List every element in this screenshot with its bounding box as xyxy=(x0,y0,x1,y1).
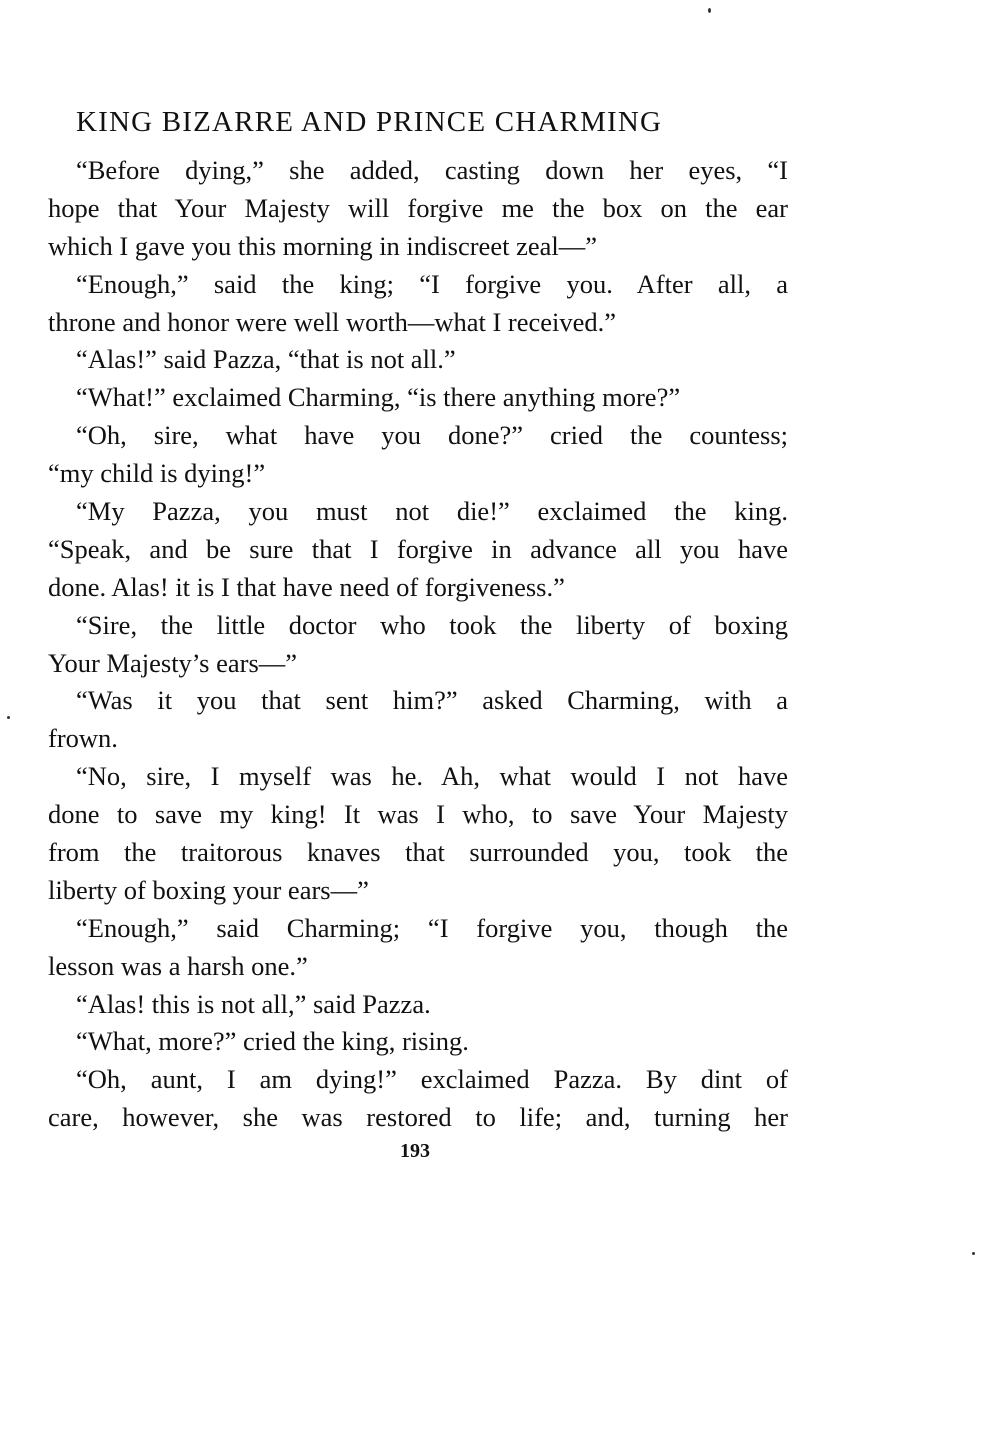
scan-speck xyxy=(708,8,711,13)
text-line: “What!” exclaimed Charming, “is there anything more?” xyxy=(76,382,681,413)
text-line: care, however, she was restored to life; and, turning her xyxy=(48,1102,788,1133)
text-line: which I gave you this morning in indiscreet zeal—” xyxy=(48,230,597,261)
text-line: done to save my king! It was I who, to save Your Majesty xyxy=(48,799,788,830)
text-line: “my child is dying!” xyxy=(48,458,266,489)
text-line: lesson was a harsh one.” xyxy=(48,950,308,981)
text-line: liberty of boxing your ears—” xyxy=(48,874,369,905)
text-line: “Alas!” said Pazza, “that is not all.” xyxy=(76,344,456,375)
text-line: hope that Your Majesty will forgive me the box on the ear xyxy=(48,192,788,223)
text-line: “Oh, aunt, I am dying!” exclaimed Pazza. By dint of xyxy=(76,1064,788,1095)
scan-speck xyxy=(7,716,10,719)
text-line: “Before dying,” she added, casting down her eyes, “I xyxy=(76,155,788,185)
text-line: “My Pazza, you must not die!” exclaimed the king. xyxy=(76,496,788,527)
scan-speck xyxy=(972,1252,975,1255)
text-line: “Sire, the little doctor who took the liberty of boxing xyxy=(76,609,788,640)
body-text xyxy=(48,152,788,1137)
text-line: “Was it you that sent him?” asked Charming, with a xyxy=(76,685,788,716)
text-line: “Enough,” said the king; “I forgive you. After all, a xyxy=(76,268,788,299)
running-title: KING BIZARRE AND PRINCE CHARMING xyxy=(76,106,663,138)
text-line: “Enough,” said Charming; “I forgive you, though the xyxy=(76,912,788,943)
text-line: from the traitorous knaves that surrounded you, took the xyxy=(48,837,788,868)
text-line: “Speak, and be sure that I forgive in advance all you have xyxy=(48,533,788,564)
page-number: 193 xyxy=(400,1140,430,1162)
text-line: throne and honor were well worth—what I received.” xyxy=(48,306,617,337)
text-line: “No, sire, I myself was he. Ah, what would I not have xyxy=(76,761,788,792)
text-line: frown. xyxy=(48,723,118,754)
text-line: “Oh, sire, what have you done?” cried the countess; xyxy=(76,420,788,451)
text-line: “What, more?” cried the king, rising. xyxy=(76,1026,469,1057)
text-line: done. Alas! it is I that have need of forgiveness.” xyxy=(48,571,565,602)
text-line: “Alas! this is not all,” said Pazza. xyxy=(76,988,431,1019)
text-line: Your Majesty’s ears—” xyxy=(48,647,298,678)
